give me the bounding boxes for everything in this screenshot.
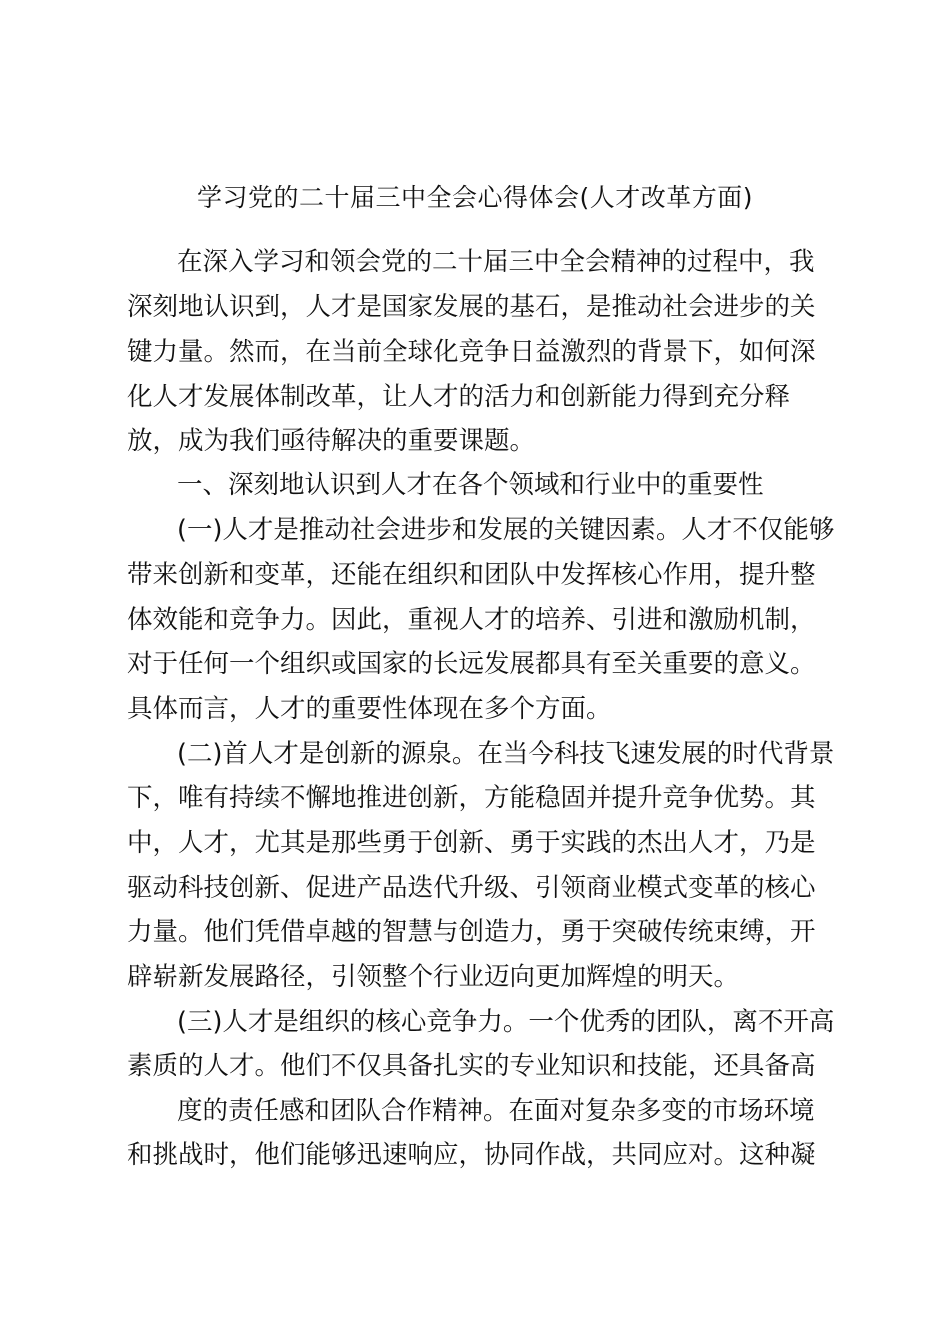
paragraph-line: (二)首人才是创新的源泉。在当今科技飞速发展的时代背景 <box>177 739 835 769</box>
document-title: 学习党的二十届三中全会心得体会(人才改革方面) <box>196 183 753 212</box>
paragraph-line: 和挑战时，他们能够迅速响应，协同作战，共同应对。这种凝 <box>127 1140 816 1170</box>
paragraph-line: 化人才发展体制改革，让人才的活力和创新能力得到充分释 <box>127 382 791 412</box>
paragraph-line: 放，成为我们亟待解决的重要课题。 <box>127 426 536 456</box>
paragraph-line: 度的责任感和团队合作精神。在面对复杂多变的市场环境 <box>177 1096 815 1126</box>
paragraph-line: 下，唯有持续不懈地推进创新，方能稳固并提升竞争优势。其 <box>127 783 816 813</box>
paragraph-line: 对于任何一个组织或国家的长远发展都具有至关重要的意义。 <box>127 649 816 679</box>
paragraph-line: 带来创新和变革，还能在组织和团队中发挥核心作用，提升整 <box>127 560 816 590</box>
paragraph-line: 键力量。然而，在当前全球化竞争日益激烈的背景下，如何深 <box>127 337 816 367</box>
paragraph-line: 在深入学习和领会党的二十届三中全会精神的过程中，我 <box>177 247 815 277</box>
paragraph-line: 素质的人才。他们不仅具备扎实的专业知识和技能，还具备高 <box>127 1051 816 1081</box>
paragraph-line: 力量。他们凭借卓越的智慧与创造力，勇于突破传统束缚，开 <box>127 917 816 947</box>
paragraph-line: 中，人才，尤其是那些勇于创新、勇于实践的杰出人才，乃是 <box>127 828 816 858</box>
section-heading: 一、深刻地认识到人才在各个领域和行业中的重要性 <box>177 470 764 500</box>
paragraph-line: 辟崭新发展路径，引领整个行业迈向更加辉煌的明天。 <box>127 962 740 992</box>
paragraph-line: (一)人才是推动社会进步和发展的关键因素。人才不仅能够 <box>177 515 835 545</box>
paragraph-line: 体效能和竞争力。因此，重视人才的培养、引进和激励机制， <box>127 605 816 635</box>
paragraph-line: 具体而言，人才的重要性体现在多个方面。 <box>127 694 612 724</box>
paragraph-line: (三)人才是组织的核心竞争力。一个优秀的团队，离不开高 <box>177 1007 835 1037</box>
paragraph-line: 深刻地认识到，人才是国家发展的基石，是推动社会进步的关 <box>127 292 816 322</box>
paragraph-line: 驱动科技创新、促进产品迭代升级、引领商业模式变革的核心 <box>127 873 816 903</box>
